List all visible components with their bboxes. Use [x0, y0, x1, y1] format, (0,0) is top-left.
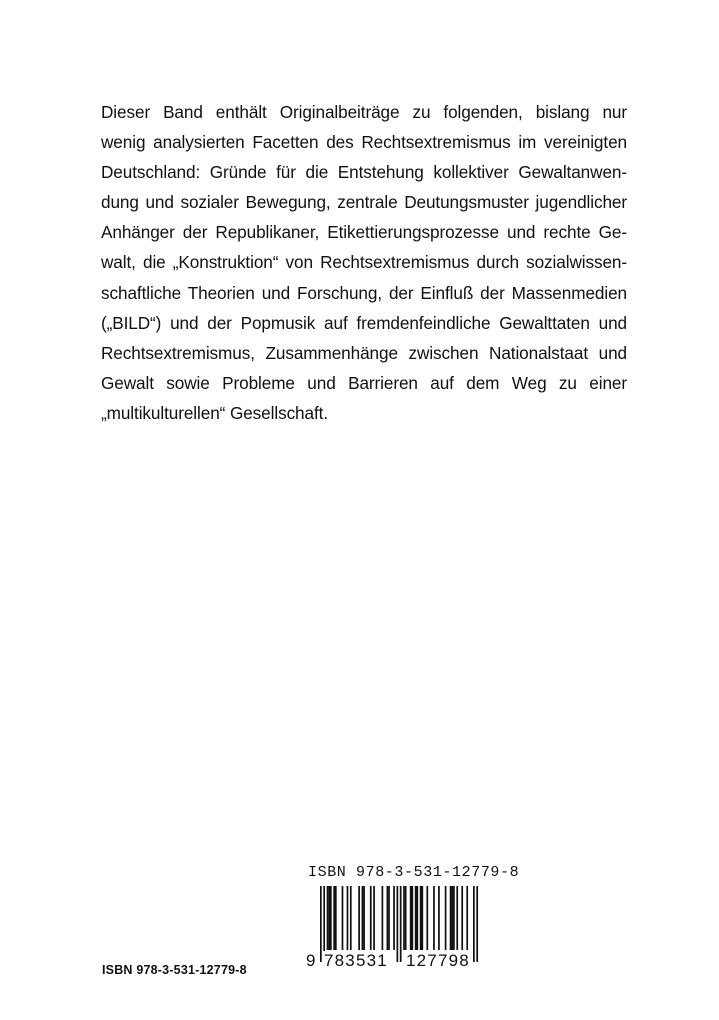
blurb-line: Deutschland: Gründe für die Entstehung kollektiver Gewaltanwen- [101, 162, 627, 183]
barcode-bar [466, 886, 468, 950]
blurb-line: Rechtsextremismus, Zusammenhänge zwischen Nationalstaat und [101, 342, 627, 363]
barcode-bar [373, 886, 375, 950]
barcode-bar [456, 886, 458, 950]
barcode-right-digits: 127798 [406, 951, 470, 970]
barcode-bar [397, 886, 399, 962]
blurb-line: schaftliche Theorien und Forschung, der Einfluß der Massenmedien [101, 282, 627, 303]
blurb-line: („BILD“) und der Popmusik auf fremdenfeindliche Gewalttaten und [101, 312, 627, 333]
barcode-bar [416, 886, 418, 950]
isbn-footer: ISBN 978-3-531-12779-8 [102, 963, 247, 977]
blurb-paragraph [101, 97, 627, 428]
barcode-bar [330, 886, 332, 950]
barcode-bar [328, 886, 330, 950]
barcode-bar [426, 886, 428, 950]
barcode-left-digits: 783531 [324, 951, 388, 970]
barcode-bar [405, 886, 407, 950]
barcode-bar [350, 886, 352, 950]
barcode-bar [451, 886, 453, 950]
barcode-bar [393, 886, 395, 950]
blurb-line: Gewalt sowie Probleme und Barrieren auf dem Weg zu einer [101, 372, 627, 393]
barcode-bar [342, 886, 344, 950]
barcode-isbn-label: ISBN 978-3-531-12779-8 [308, 864, 520, 881]
barcode-bar [450, 886, 452, 950]
barcode-bar [473, 886, 475, 962]
blurb-line: wenig analysierten Facetten des Rechtsextremismus im vereinigten [101, 132, 627, 153]
barcode-bar [461, 886, 463, 950]
blurb-line: Dieser Band enthält Originalbeiträge zu folgenden, bislang nur [101, 102, 627, 122]
barcode-bar [420, 886, 422, 950]
barcode-bar [387, 886, 389, 950]
barcode-first-digit: 9 [306, 951, 316, 970]
barcode-bar [476, 886, 478, 962]
barcode-bar [421, 886, 423, 950]
barcode-bar [445, 886, 447, 950]
barcode-bar [388, 886, 390, 950]
barcode-bar [382, 886, 384, 950]
barcode-bar [403, 886, 405, 950]
barcode-bar [453, 886, 455, 950]
blurb-line: walt, die „Konstruktion“ von Rechtsextremismus durch sozialwissen- [101, 252, 627, 273]
blurb-line: „multikulturellen“ Gesellschaft. [101, 402, 329, 423]
barcode-bar [370, 886, 372, 950]
barcode-bar [433, 886, 435, 950]
blurb-line: Anhänger der Republikaner, Etikettierungsprozesse und rechte Ge- [101, 222, 627, 243]
barcode-bar [415, 886, 417, 950]
barcode-bar [410, 886, 412, 950]
barcode-bar [411, 886, 413, 950]
barcode-bar [400, 886, 402, 962]
blurb-line: dung und sozialer Bewegung, zentrale Deutungsmuster jugendlicher [101, 192, 627, 213]
barcode-bar [347, 886, 349, 950]
barcode-bar [327, 886, 329, 950]
barcode-bar [358, 886, 360, 950]
barcode-bar [438, 886, 440, 950]
barcode-bar [335, 886, 337, 950]
barcode-bar [363, 886, 365, 950]
barcode-bar [320, 886, 322, 962]
barcode-bar [362, 886, 364, 950]
barcode-bar [333, 886, 335, 950]
